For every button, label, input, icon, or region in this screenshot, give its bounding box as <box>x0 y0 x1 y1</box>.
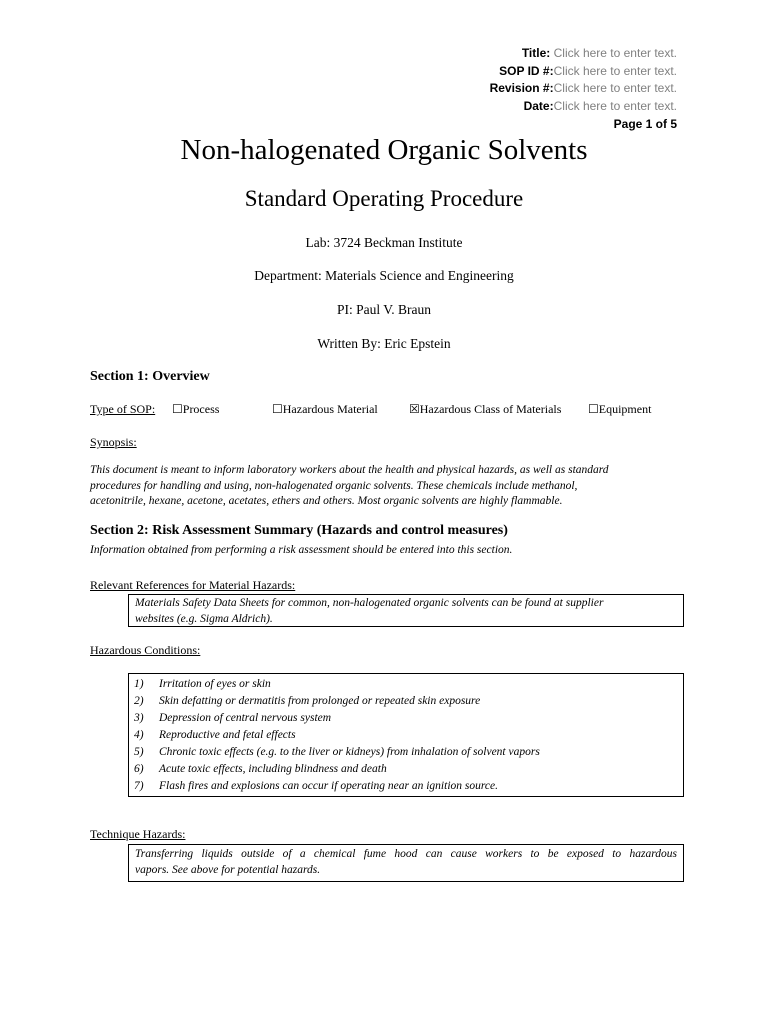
option-label: Process <box>182 402 220 416</box>
list-number: 1) <box>134 678 144 690</box>
conditions-list <box>129 676 683 795</box>
references-box <box>128 594 684 627</box>
synopsis-line: procedures for handling and using, non-halogenated organic solvents. These chemicals include methanol, <box>90 479 578 492</box>
technique-line: Transferring liquids outside of a chemical fume hood can cause workers to be exposed to hazardous <box>135 848 677 860</box>
pi-line: PI: Paul V. Braun <box>336 302 431 317</box>
synopsis-line: This document is meant to inform laboratory workers about the health and physical hazards, as well as standard <box>90 464 609 476</box>
list-item <box>129 710 683 727</box>
option-process[interactable] <box>172 402 219 417</box>
list-number: 4) <box>134 729 144 741</box>
checkbox-icon[interactable]: ☐ <box>172 402 183 416</box>
sop-id-field[interactable]: Click here to enter text. <box>553 63 677 78</box>
list-item <box>129 676 683 693</box>
checkbox-icon[interactable]: ☐ <box>588 402 599 416</box>
author-line: Written By: Eric Epstein <box>317 336 451 351</box>
list-text: Flash fires and explosions can occur if operating near an ignition source. <box>159 780 499 792</box>
references-line: Materials Safety Data Sheets for common, non-halogenated organic solvents can be found at supplier <box>135 597 604 609</box>
header-label: Title: <box>521 46 551 60</box>
header-label: Revision #: <box>489 81 554 96</box>
synopsis-line: acetonitrile, hexane, acetone, acetates, ethers and others. Most organic solvents are highly flammable. <box>90 495 563 508</box>
header-title-row <box>490 45 677 63</box>
document-subtitle: Standard Operating Procedure <box>244 186 524 211</box>
sop-type-label: Type of SOP: <box>90 402 156 416</box>
technique-box <box>128 844 684 882</box>
option-label: Hazardous Material <box>282 402 378 416</box>
checked-checkbox-icon[interactable]: ☒ <box>409 402 420 416</box>
list-item <box>129 778 683 795</box>
header-label: Date: <box>523 99 554 114</box>
revision-field[interactable]: Click here to enter text. <box>553 81 677 96</box>
header-sopid-row <box>490 63 677 81</box>
lab-line: Lab: 3724 Beckman Institute <box>305 235 463 250</box>
section1-heading: Section 1: Overview <box>90 369 210 384</box>
header-revision-row <box>490 80 677 98</box>
conditions-box <box>128 673 684 797</box>
department-line: Department: Materials Science and Engineering <box>254 268 514 283</box>
option-hazardous-material[interactable] <box>272 402 378 417</box>
checkbox-icon[interactable]: ☐ <box>272 402 283 416</box>
header-fields <box>490 45 677 134</box>
list-text: Chronic toxic effects (e.g. to the liver or kidneys) from inhalation of solvent vapors <box>159 746 540 758</box>
references-line: websites (e.g. Sigma Aldrich). <box>135 612 273 625</box>
option-label: Hazardous Class of Materials <box>419 402 562 416</box>
list-number: 2) <box>134 695 144 707</box>
synopsis-label: Synopsis: <box>90 435 137 449</box>
header-date-row <box>490 98 677 116</box>
list-number: 7) <box>134 780 144 792</box>
option-equipment[interactable] <box>588 402 651 417</box>
list-text: Acute toxic effects, including blindness and death <box>159 763 387 775</box>
document-title: Non-halogenated Organic Solvents <box>180 134 588 166</box>
synopsis-text <box>90 463 690 510</box>
date-field[interactable]: Click here to enter text. <box>553 99 677 114</box>
header-label: SOP ID #: <box>499 63 554 78</box>
list-number: 3) <box>134 712 144 724</box>
list-item <box>129 744 683 761</box>
references-label: Relevant References for Material Hazards: <box>90 578 296 592</box>
list-item <box>129 727 683 744</box>
conditions-label: Hazardous Conditions: <box>90 643 201 657</box>
list-text: Reproductive and fetal effects <box>159 729 296 741</box>
option-label: Equipment <box>598 402 652 416</box>
technique-line: vapors. See above for potential hazards. <box>135 863 321 876</box>
list-item <box>129 761 683 778</box>
section2-intro: Information obtained from performing a risk assessment should be entered into this section. <box>90 544 513 556</box>
list-item <box>129 693 683 710</box>
list-number: 6) <box>134 763 144 775</box>
list-text: Depression of central nervous system <box>159 712 332 724</box>
list-text: Skin defatting or dermatitis from prolonged or repeated skin exposure <box>159 695 481 707</box>
title-field[interactable]: Click here to enter text. <box>553 46 677 60</box>
section2-heading: Section 2: Risk Assessment Summary (Hazards and control measures) <box>90 523 508 538</box>
list-number: 5) <box>134 746 144 758</box>
page-number: Page 1 of 5 <box>613 116 677 131</box>
list-text: Irritation of eyes or skin <box>159 678 271 690</box>
technique-label: Technique Hazards: <box>90 827 186 841</box>
option-hazardous-class[interactable] <box>409 402 561 417</box>
